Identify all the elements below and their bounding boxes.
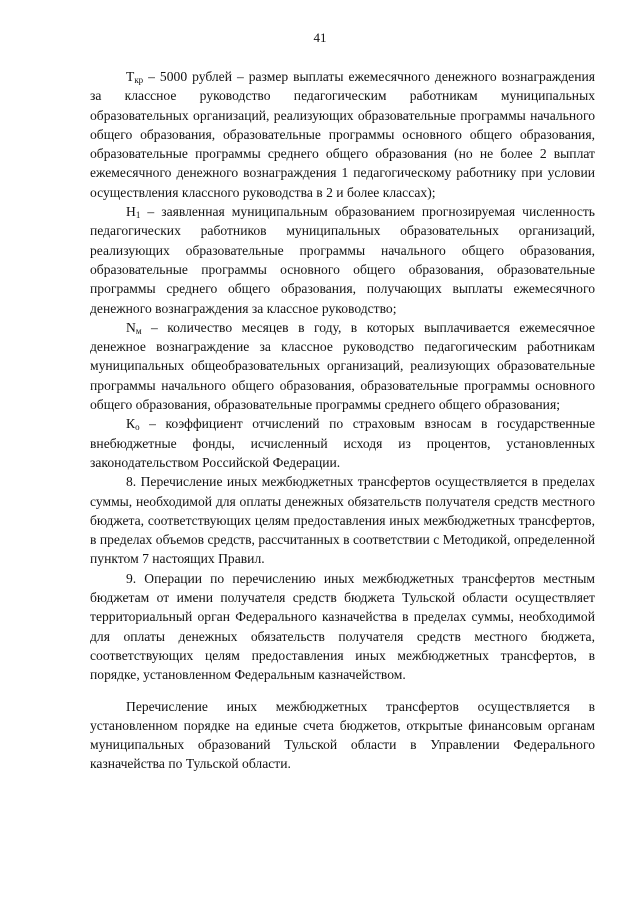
symbol-nm: $N_м$	[126, 319, 142, 336]
paragraph-ko-definition	[90, 414, 595, 472]
paragraph-text: – коэффициент отчислений по страховым взносам в государственные внебюджетные фонды, исчисленный исходя из процентов, установленных законодательством Российской Федерации.	[90, 416, 595, 470]
symbol-h1: $Н_1$	[126, 204, 141, 221]
paragraph-text: – 5000 рублей – размер выплаты ежемесячного денежного вознаграждения за классное руководство педагогическим работникам муниципальных образовательных организаций, реализующих образовательные программы начального общего образования, образовательные программы основного общего образования, образовательные программы среднего общего образования (но не более 2 выплат ежемесячного денежного вознаграждения 1 педагогическому работнику при условии осуществления классного руководства в 2 и более классах);	[90, 69, 595, 200]
paragraph-item-9-continued: Перечисление иных межбюджетных трансфертов осуществляется в установленном порядке на единые счета бюджетов, открытые финансовым органам муниципальных образований Тульской области в Управлении Федерального казначейства по Тульской области.	[90, 698, 595, 772]
paragraph-text: – количество месяцев в году, в которых выплачивается ежемесячное денежное вознаграждение за классное руководство педагогическим работникам муниципальных общеобразовательных организаций, реализующих образовательные программы начального общего образования, образовательные программы основного общего образования, образовательные программы среднего общего образования;	[90, 319, 595, 413]
symbol-tkr: $Т_{кр}$	[126, 69, 144, 85]
symbol-ko: $К_о$	[126, 416, 140, 433]
paragraph-h1-definition	[90, 202, 595, 318]
document-body	[90, 67, 595, 774]
paragraph-nm-definition	[90, 318, 595, 414]
paragraph-item-8: 8. Перечисление иных межбюджетных трансфертов осуществляется в пределах суммы, необходимой для оплаты денежных обязательств получателя средств местного бюджета, соответствующих целям предоставления иных межбюджетных трансфертов, в пределах объемов средств, рассчитанных в соответствии с Методикой, определенной пунктом 7 настоящих Правил.	[90, 474, 595, 567]
paragraph-item-9: 9. Операции по перечислению иных межбюджетных трансфертов местным бюджетам от имени получателя средств бюджета Тульской области осуществляет территориальный орган Федерального казначейства в пределах суммы, необходимой для оплаты денежных обязательств получателя средств местного бюджета, соответствующих целям предоставления иных межбюджетных трансфертов, в порядке, установленном Федеральным казначейством.	[90, 570, 595, 683]
page-number: 41	[313, 30, 327, 45]
paragraph-tkr-definition	[90, 67, 595, 202]
paragraph-text: – заявленная муниципальным образованием прогнозируемая численность педагогических работников муниципальных образовательных организаций, реализующих образовательные программы начального общего образования, образовательные программы основного общего образования, образовательные программы среднего общего образования, получающих выплаты ежемесячного денежного вознаграждения за классное руководство;	[90, 204, 595, 316]
